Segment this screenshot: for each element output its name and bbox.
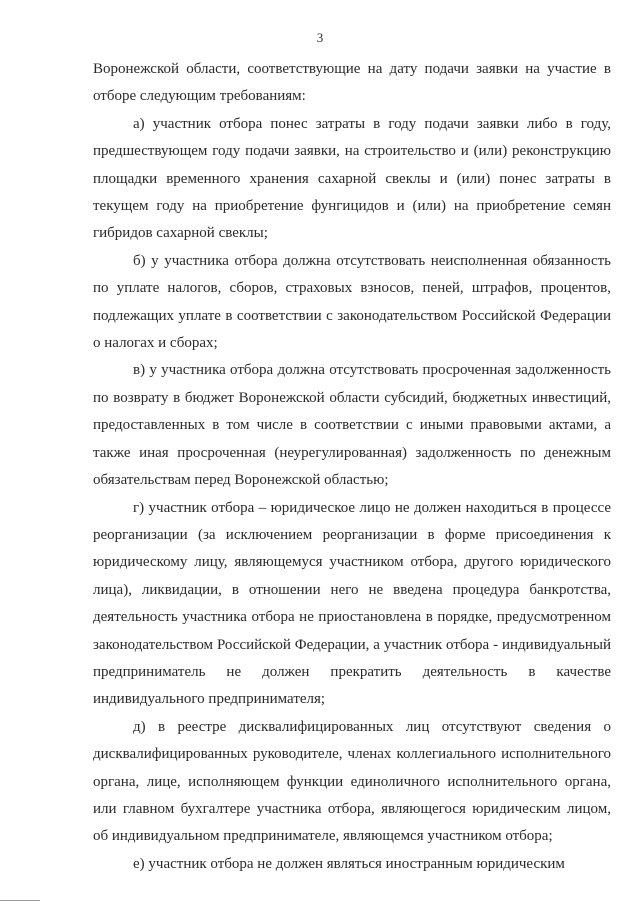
paragraph-item-e: е) участник отбора не должен являться иностранным юридическим bbox=[133, 855, 565, 872]
paragraph-item-a: а) участник отбора понес затраты в году подачи заявки либо в году, предшествующем году подачи заявки, на строительство и (или) реконструкцию площадки временного хранения сахарной свеклы и (или) понес затраты в текущем году на приобретение фунгицидов и (или) на приобретение семян гибридов сахарной свеклы; bbox=[93, 115, 611, 242]
paragraph-item-d: д) в реестре дисквалифицированных лиц отсутствуют сведения о дисквалифицированных руководителе, членах коллегиального исполнительного органа, лице, исполняющем функции единоличного исполнительного органа, или главном бухгалтере участника отбора, являющегося юридическим лицом, об индивидуальном предпринимателе, являющемся участником отбора; bbox=[93, 718, 611, 845]
page-number: 3 bbox=[316, 30, 324, 45]
paragraph-item-b: б) у участника отбора должна отсутствовать неисполненная обязанность по уплате налогов, сборов, страховых взносов, пеней, штрафов, процентов, подлежащих уплате в соответствии с законодательством Российской Федерации о налогах и сборах; bbox=[93, 252, 611, 352]
paragraph-continuation: Воронежской области, соответствующие на дату подачи заявки на участие в отборе следующим требованиям: bbox=[93, 61, 611, 105]
paragraph-item-v: в) у участника отбора должна отсутствовать просроченная задолженность по возврату в бюджет Воронежской области субсидий, бюджетных инвестиций, предоставленных в том числе в соответствии с иными правовыми актами, а также иная просроченная (неурегулированная) задолженность по денежным обязательствам перед Воронежской областью; bbox=[93, 362, 611, 489]
footer-divider bbox=[0, 900, 40, 901]
paragraph-item-g: г) участник отбора – юридическое лицо не должен находиться в процессе реорганизации (за исключением реорганизации в форме присоединения к юридическому лицу, являющемуся участником отбора, другого юридического лица), ликвидации, в отношении него не введена процедура банкротства, деятельность участника отбора не приостановлена в порядке, предусмотренном законодательством Российской Федерации, а участник отбора - индивидуальный предприниматель не должен прекратить деятельность в качестве индивидуального предпринимателя; bbox=[93, 499, 611, 708]
document-body bbox=[93, 56, 611, 878]
